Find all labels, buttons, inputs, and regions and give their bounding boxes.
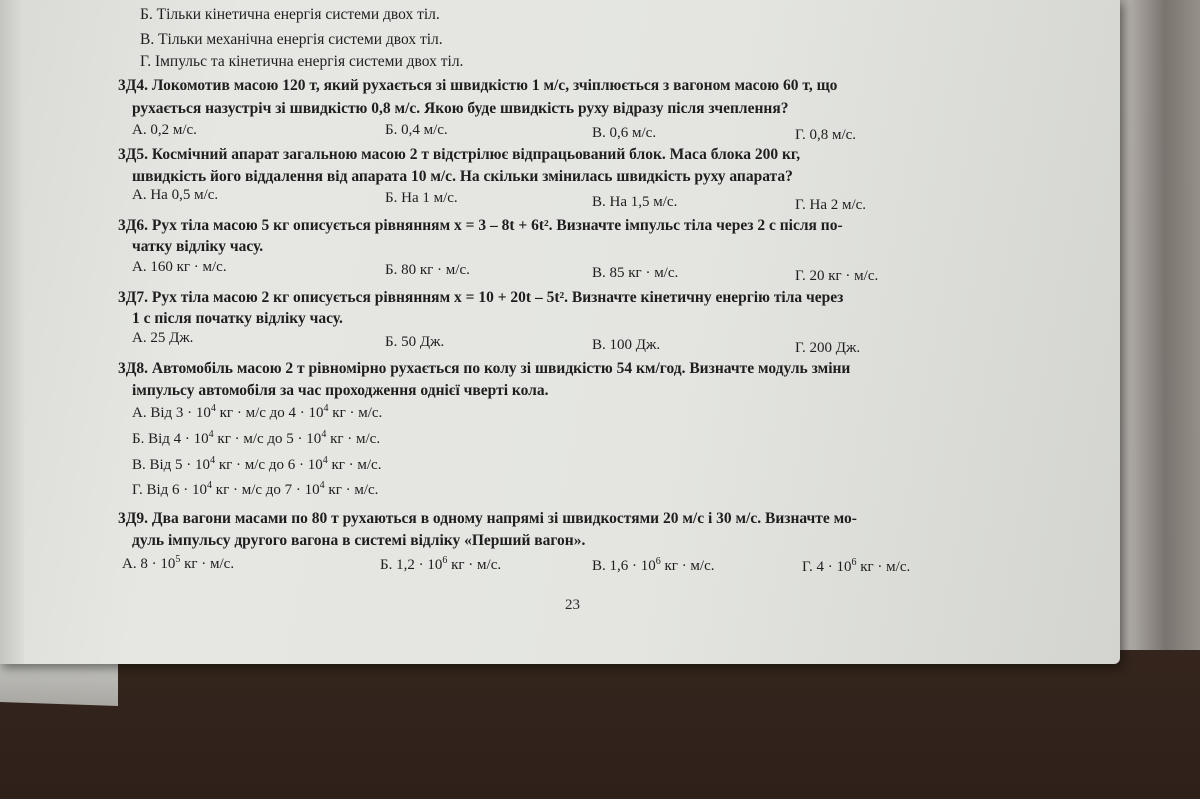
answer-3d7-d: Г. 200 Дж. [795,340,861,356]
answer-3d7-c: В. 100 Дж. [592,337,661,353]
answer-3d6-a: А. 160 кг · м/с. [132,259,227,275]
answer-3d9-b: Б. $1,2 \cdot 10^6$ кг · м/с. [380,555,502,573]
question-3d5-line1: 3Д5. Космічний апарат загальною масою 2 т відстрілює відпрацьований блок. Маса блока 200 кг, [118,146,801,163]
page-number: 23 [565,597,580,613]
answer-3d8-b: Б. Від $4 \cdot 10^4$ кг · м/с до $5 \cdot 10^4$ кг · м/с. [132,429,381,447]
answer-3d4-d: Г. 0,8 м/с. [795,127,857,143]
answer-3d9-c: В. $1,6 \cdot 10^6$ кг · м/с. [592,556,715,574]
answer-3d7-a: А. 25 Дж. [132,330,194,346]
question-3d8-line1: 3Д8. Автомобіль масою 2 т рівномірно рухається по колу зі швидкістю 54 км/год. Визначте модуль зміни [118,360,851,377]
answer-3d4-b: Б. 0,4 м/с. [385,122,448,138]
option-g-prev: Г. Імпульс та кінетична енергія системи двох тіл. [140,53,464,70]
question-3d4-line1: 3Д4. Локомотив масою 120 т, який рухається зі швидкістю 1 м/с, зчіплюється з вагоном масою 60 т, що [118,77,838,94]
question-3d4-line2: рухається назустріч зі швидкістю 0,8 м/с. Якою буде швидкість руху відразу після зчеплення? [132,100,789,117]
answer-3d4-c: В. 0,6 м/с. [592,125,657,141]
answer-3d6-d: Г. 20 кг · м/с. [795,268,879,284]
answer-3d5-a: А. На 0,5 м/с. [132,187,219,203]
question-3d7-line2: 1 с після початку відліку часу. [132,310,343,327]
answer-3d9-a: А. $8 \cdot 10^5$ кг · м/с. [122,554,235,572]
question-3d6-line2: чатку відліку часу. [132,238,264,255]
question-3d9-line1: 3Д9. Два вагони масами по 80 т рухаються в одному напрямі зі швидкостями 20 м/с і 30 м/с. Визначте мо- [118,510,857,527]
answer-3d9-d: Г. $4 \cdot 10^6$ кг · м/с. [802,557,911,575]
question-3d7-line1: 3Д7. Рух тіла масою 2 кг описується рівнянням x = 10 + 20t – 5t². Визначте кінетичну енергію тіла через [118,289,844,306]
answer-3d8-c: В. Від $5 \cdot 10^4$ кг · м/с до $6 \cdot 10^4$ кг · м/с. [132,455,382,473]
answer-3d6-b: Б. 80 кг · м/с. [385,262,470,278]
answer-3d5-c: В. На 1,5 м/с. [592,194,678,210]
option-b-prev: Б. Тільки кінетична енергія системи двох тіл. [140,6,440,23]
question-3d9-line2: дуль імпульсу другого вагона в системі відліку «Перший вагон». [132,532,586,549]
answer-3d5-b: Б. На 1 м/с. [385,190,458,206]
answer-3d8-d: Г. Від $6 \cdot 10^4$ кг · м/с до $7 \cdot 10^4$ кг · м/с. [132,480,379,498]
answer-3d4-a: А. 0,2 м/с. [132,122,197,138]
answer-3d8-a: А. Від $3 \cdot 10^4$ кг · м/с до $4 \cdot 10^4$ кг · м/с. [132,403,383,421]
question-3d8-line2: імпульсу автомобіля за час проходження однієї чверті кола. [132,382,549,399]
option-v-prev: В. Тільки механічна енергія системи двох тіл. [140,31,443,48]
answer-3d6-c: В. 85 кг · м/с. [592,265,679,281]
question-3d5-line2: швидкість його віддалення від апарата 10 м/с. На скільки змінилась швидкість руху апарата? [132,168,793,185]
answer-3d5-d: Г. На 2 м/с. [795,197,867,213]
answer-3d7-b: Б. 50 Дж. [385,334,445,350]
question-3d6-line1: 3Д6. Рух тіла масою 5 кг описується рівнянням x = 3 – 8t + 6t². Визначте імпульс тіла через 2 с після по- [118,217,843,234]
